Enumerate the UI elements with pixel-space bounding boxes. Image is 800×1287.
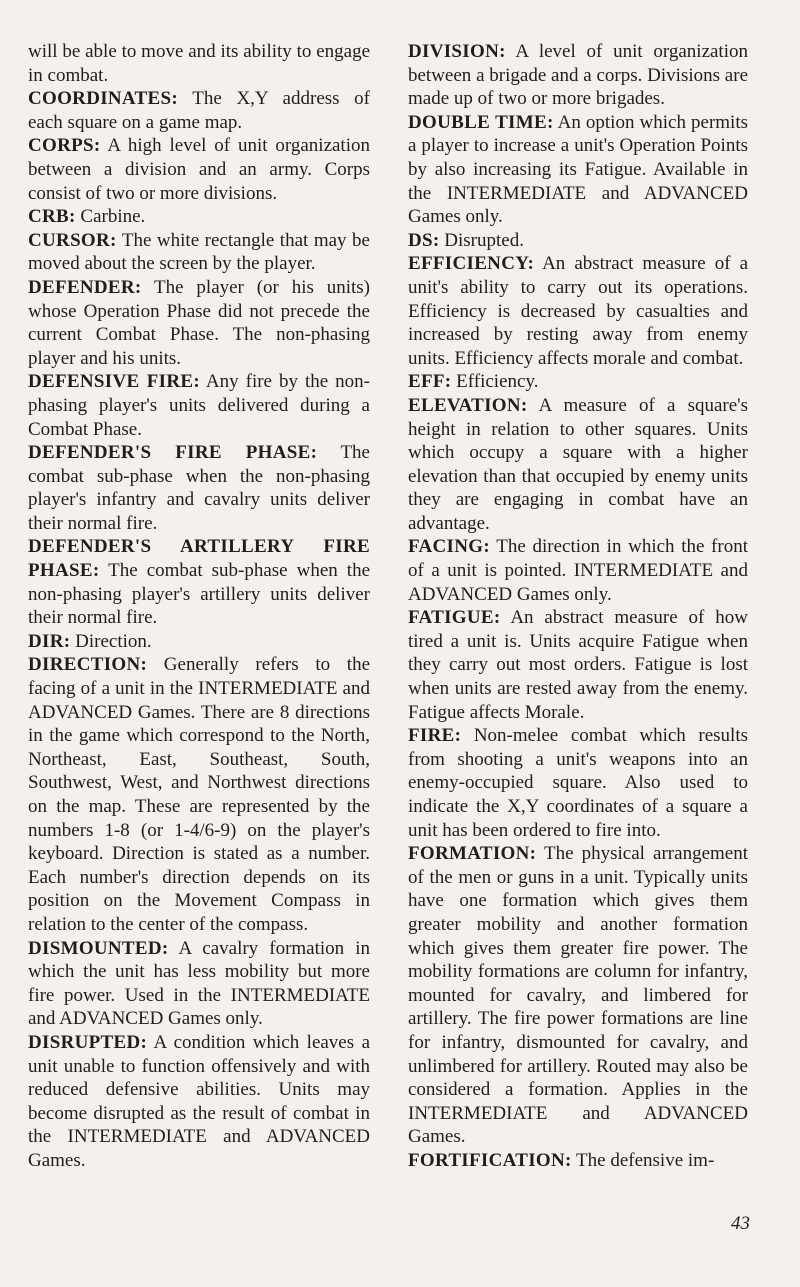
glossary-entry-fatigue: [408, 606, 748, 724]
glossary-definition: A measure of a square's height in relation to other squares. Units which occupy a square with a higher elevation than that occupied by enemy units they are engaging in combat have an advantage.: [408, 394, 748, 534]
glossary-term: DIVISION:: [408, 41, 506, 62]
glossary-term: DOUBLE TIME:: [408, 111, 554, 133]
glossary-definition: An option which permits a player to increase a unit's Operation Points by also increasing its Fatigue. Available in the INTERMEDIATE and ADVANCED Games only.: [408, 111, 749, 228]
glossary-definition: Non-melee combat which results from shooting a unit's weapons into an enemy-occupied square. Also used to indicate the X,Y coordinates of a square a unit has been ordered to fire into.: [408, 725, 748, 841]
glossary-definition: will be able to move and its ability to engage in combat.: [28, 41, 370, 86]
glossary-entry-defender-s-fire-phase: [28, 441, 370, 535]
glossary-definition: The white rectangle that may be moved about the screen by the player.: [28, 229, 370, 275]
glossary-term: FACING:: [408, 536, 490, 558]
glossary-definition: The combat sub-phase when the non-phasing player's infantry and cavalry units deliver their normal fire.: [28, 442, 370, 534]
glossary-definition: A high level of unit organization between a division and an army. Corps consist of two or more divisions.: [28, 135, 370, 204]
glossary-definition: An abstract measure of how tired a unit is. Units acquire Fatigue when they carry out most orders. Fatigue is lost when units are rested away from the enemy. Fatigue affects Morale.: [408, 607, 748, 723]
glossary-term: FIRE:: [408, 725, 462, 747]
glossary-term: DIR:: [28, 630, 71, 652]
glossary-definition: The combat sub-phase when the non-phasing player's artillery units deliver their normal fire.: [28, 560, 370, 629]
glossary-definition: A level of unit organization between a brigade and a corps. Divisions are made up of two or more brigades.: [408, 41, 748, 110]
glossary-entry-facing: [408, 535, 748, 606]
glossary-term: EFFICIENCY:: [408, 253, 535, 275]
glossary-definition: Carbine.: [75, 206, 146, 228]
glossary-definition: The defensive im-: [571, 1149, 715, 1171]
glossary-entry-formation: [408, 842, 748, 1149]
glossary-term: CORPS:: [28, 135, 101, 157]
glossary-definition: A condition which leaves a unit unable to function offensively and with reduced defensive abilities. Units may become disrupted as the result of combat in the INTERMEDIATE and ADVANCED Games.: [28, 1031, 370, 1171]
glossary-entry-defender: [28, 276, 370, 370]
glossary-term: FORTIFICATION:: [408, 1149, 572, 1171]
glossary-definition: Direction.: [70, 630, 152, 652]
glossary-term: FORMATION:: [408, 843, 537, 865]
glossary-term: DEFENDER'S FIRE PHASE:: [28, 442, 318, 464]
glossary-term: COORDINATES:: [28, 88, 178, 110]
glossary-definition: Efficiency.: [451, 371, 539, 393]
glossary-term: CRB:: [28, 206, 76, 228]
glossary-entry-corps: [28, 134, 370, 205]
glossary-entry-direction: [28, 653, 370, 936]
glossary-entry-division: [408, 40, 748, 111]
glossary-term: CURSOR:: [28, 229, 117, 251]
glossary-entry-fire: [408, 724, 748, 842]
glossary-entry-eff: [408, 370, 748, 394]
glossary-term: FATIGUE:: [408, 607, 501, 629]
glossary-entry-dir: [28, 630, 370, 654]
glossary-term: ELEVATION:: [408, 394, 528, 416]
glossary-entry-ds: [408, 229, 748, 253]
glossary-definition: Generally refers to the facing of a unit in the INTERMEDIATE and ADVANCED Games. There are 8 directions in the game which correspond to the North, Northeast, East, Southeast, South, Southwest, West, and Northwest directions on the map. These are represented by the numbers 1-8 (or 1-4/6-9) on the player's keyboard. Direction is stated as a number. Each number's direction depends on its position on the Movement Compass in relation to the center of the compass.: [28, 654, 370, 935]
glossary-entry-efficiency: [408, 252, 748, 370]
page-number: 43: [731, 1213, 750, 1234]
right-column: [408, 40, 748, 1173]
glossary-definition: An abstract measure of a unit's ability to carry out its operations. Efficiency is decreased by casualties and increased by resting away from enemy units. Efficiency affects morale and combat.: [408, 253, 748, 369]
glossary-entry-defensive-fire: [28, 370, 370, 441]
glossary-definition: A cavalry formation in which the unit has less mobility but more fire power. Used in the INTERMEDIATE and ADVANCED Games only.: [28, 937, 370, 1030]
glossary-entry-fortification: [408, 1149, 748, 1173]
glossary-entry-defender-s-artillery-fire-phase: [28, 535, 370, 629]
glossary-entry-double-time: [408, 111, 748, 229]
glossary-term: DEFENDER:: [28, 276, 142, 298]
glossary-term: EFF:: [408, 371, 452, 393]
glossary-term: DIRECTION:: [28, 654, 148, 676]
left-column: [28, 40, 370, 1173]
glossary-term: DEFENDER'S ARTILLERY FIRE PHASE:: [28, 536, 370, 582]
glossary-definition: The physical arrangement of the men or guns in a unit. Typically units have one formation which gives them greater mobility and another formation which gives them greater fire power. The mobility formations are column for infantry, mounted for cavalry, and limbered for artillery. The fire power formations are line for infantry, dismounted for cavalry, and unlimbered for artillery. Routed may also be considered a formation. Applies in the INTERMEDIATE and ADVANCED Games.: [408, 843, 748, 1148]
glossary-definition: The X,Y address of each square on a game map.: [28, 88, 370, 133]
glossary-definition: The direction in which the front of a unit is pointed. INTERMEDIATE and ADVANCED Games only.: [408, 536, 748, 605]
glossary-entry-cursor: [28, 229, 370, 276]
glossary-entry-crb: [28, 205, 370, 229]
glossary-entry-continuation: [28, 40, 370, 87]
glossary-definition: The player (or his units) whose Operation Phase did not precede the current Combat Phase. The non-phasing player and his units.: [28, 276, 370, 369]
glossary-entry-dismounted: [28, 937, 370, 1031]
glossary-entry-disrupted: [28, 1031, 370, 1173]
glossary-entry-coordinates: [28, 87, 370, 134]
glossary-term: DISMOUNTED:: [28, 937, 169, 959]
glossary-definition: Disrupted.: [439, 229, 524, 251]
glossary-entry-elevation: [408, 394, 748, 536]
glossary-term: DS:: [408, 229, 440, 251]
glossary-term: DEFENSIVE FIRE:: [28, 371, 200, 393]
glossary-definition: Any fire by the non-phasing player's units delivered during a Combat Phase.: [28, 371, 370, 440]
glossary-term: DISRUPTED:: [28, 1031, 148, 1053]
